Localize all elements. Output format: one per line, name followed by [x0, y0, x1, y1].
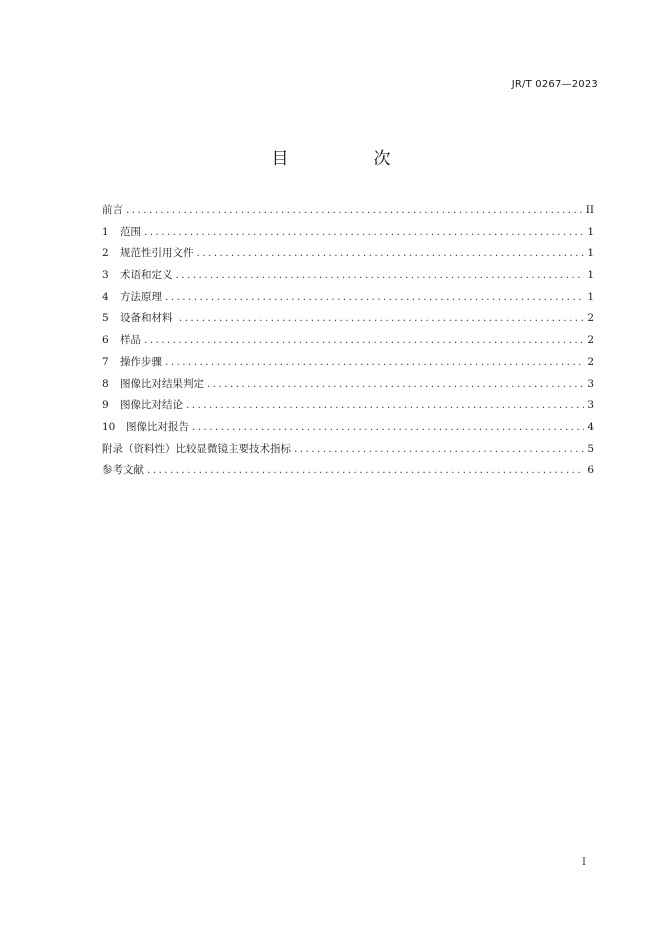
toc-entry-page: 6 — [587, 464, 594, 477]
toc-entry-page: 1 — [587, 225, 594, 238]
toc-entry-number: 10 — [102, 420, 116, 433]
toc-entry-label: 操作步骤 — [120, 355, 162, 368]
toc-entry-label: 前言 — [102, 204, 123, 216]
toc-leader-dots — [165, 287, 584, 309]
toc-entry-page: 4 — [587, 420, 594, 433]
toc-entry-4[interactable] — [102, 287, 594, 309]
standard-code: JR/T 0267—2023 — [511, 79, 598, 90]
toc-entry-page: 1 — [587, 247, 594, 260]
toc-entry-3[interactable] — [102, 265, 594, 287]
toc-entry-number: 1 — [102, 225, 109, 238]
toc-entry-page: 5 — [587, 442, 594, 455]
toc-entry-appendix[interactable] — [102, 439, 594, 461]
toc-entry-label: 规范性引用文件 — [120, 247, 194, 260]
toc-entry-page: 1 — [587, 290, 594, 303]
toc-entry-page: 2 — [587, 355, 594, 368]
toc-entry-preface[interactable] — [102, 200, 594, 222]
toc-leader-dots — [186, 395, 584, 417]
toc-entry-number: 8 — [102, 377, 109, 390]
toc-leader-dots — [144, 330, 584, 352]
toc-entry-label: 图像比对结论 — [120, 399, 183, 412]
toc-entry-label: 范围 — [120, 225, 141, 238]
toc-leader-dots — [197, 243, 585, 265]
toc-entry-5[interactable] — [102, 308, 594, 330]
toc-entry-number: 9 — [102, 399, 109, 412]
toc-entry-7[interactable] — [102, 352, 594, 374]
toc-entry-page: 3 — [587, 399, 594, 412]
toc-entry-10[interactable] — [102, 417, 594, 439]
toc-entry-number: 7 — [102, 355, 109, 368]
toc-entry-label: 参考文献 — [102, 464, 144, 477]
toc-leader-dots — [176, 265, 585, 287]
toc-entry-page: 1 — [587, 269, 594, 282]
page-title: 目 次 — [271, 149, 425, 169]
toc-entry-page: 2 — [587, 334, 594, 347]
toc-entry-label: 附录（资料性）比较显微镜主要技术指标 — [102, 442, 291, 455]
toc-entry-number: 3 — [102, 269, 109, 282]
toc-entry-references[interactable] — [102, 460, 594, 482]
toc-leader-dots — [294, 439, 584, 461]
toc-entry-6[interactable] — [102, 330, 594, 352]
toc-entry-number: 5 — [102, 312, 109, 325]
toc-entry-label: 设备和材料 — [120, 312, 176, 325]
toc-entry-label: 术语和定义 — [120, 269, 173, 282]
toc-entry-number: 2 — [102, 247, 109, 260]
toc-leader-dots — [144, 222, 584, 244]
page-number: I — [582, 857, 586, 868]
table-of-contents — [102, 200, 594, 482]
toc-leader-dots — [147, 460, 584, 482]
toc-leader-dots — [207, 374, 584, 396]
toc-entry-9[interactable] — [102, 395, 594, 417]
toc-entry-2[interactable] — [102, 243, 594, 265]
toc-entry-label: 样品 — [120, 334, 141, 347]
toc-entry-page: 3 — [587, 377, 594, 390]
toc-leader-dots — [192, 417, 584, 439]
toc-entry-number: 4 — [102, 290, 109, 303]
toc-entry-page: II — [585, 204, 594, 216]
toc-leader-dots — [126, 200, 583, 222]
toc-entry-page: 2 — [587, 312, 594, 325]
toc-entry-number: 6 — [102, 334, 109, 347]
toc-entry-label: 图像比对报告 — [126, 420, 189, 433]
toc-entry-label: 图像比对结果判定 — [120, 377, 204, 390]
toc-leader-dots — [179, 308, 584, 330]
toc-entry-1[interactable] — [102, 222, 594, 244]
toc-entry-label: 方法原理 — [120, 290, 162, 303]
toc-entry-8[interactable] — [102, 374, 594, 396]
toc-leader-dots — [165, 352, 584, 374]
